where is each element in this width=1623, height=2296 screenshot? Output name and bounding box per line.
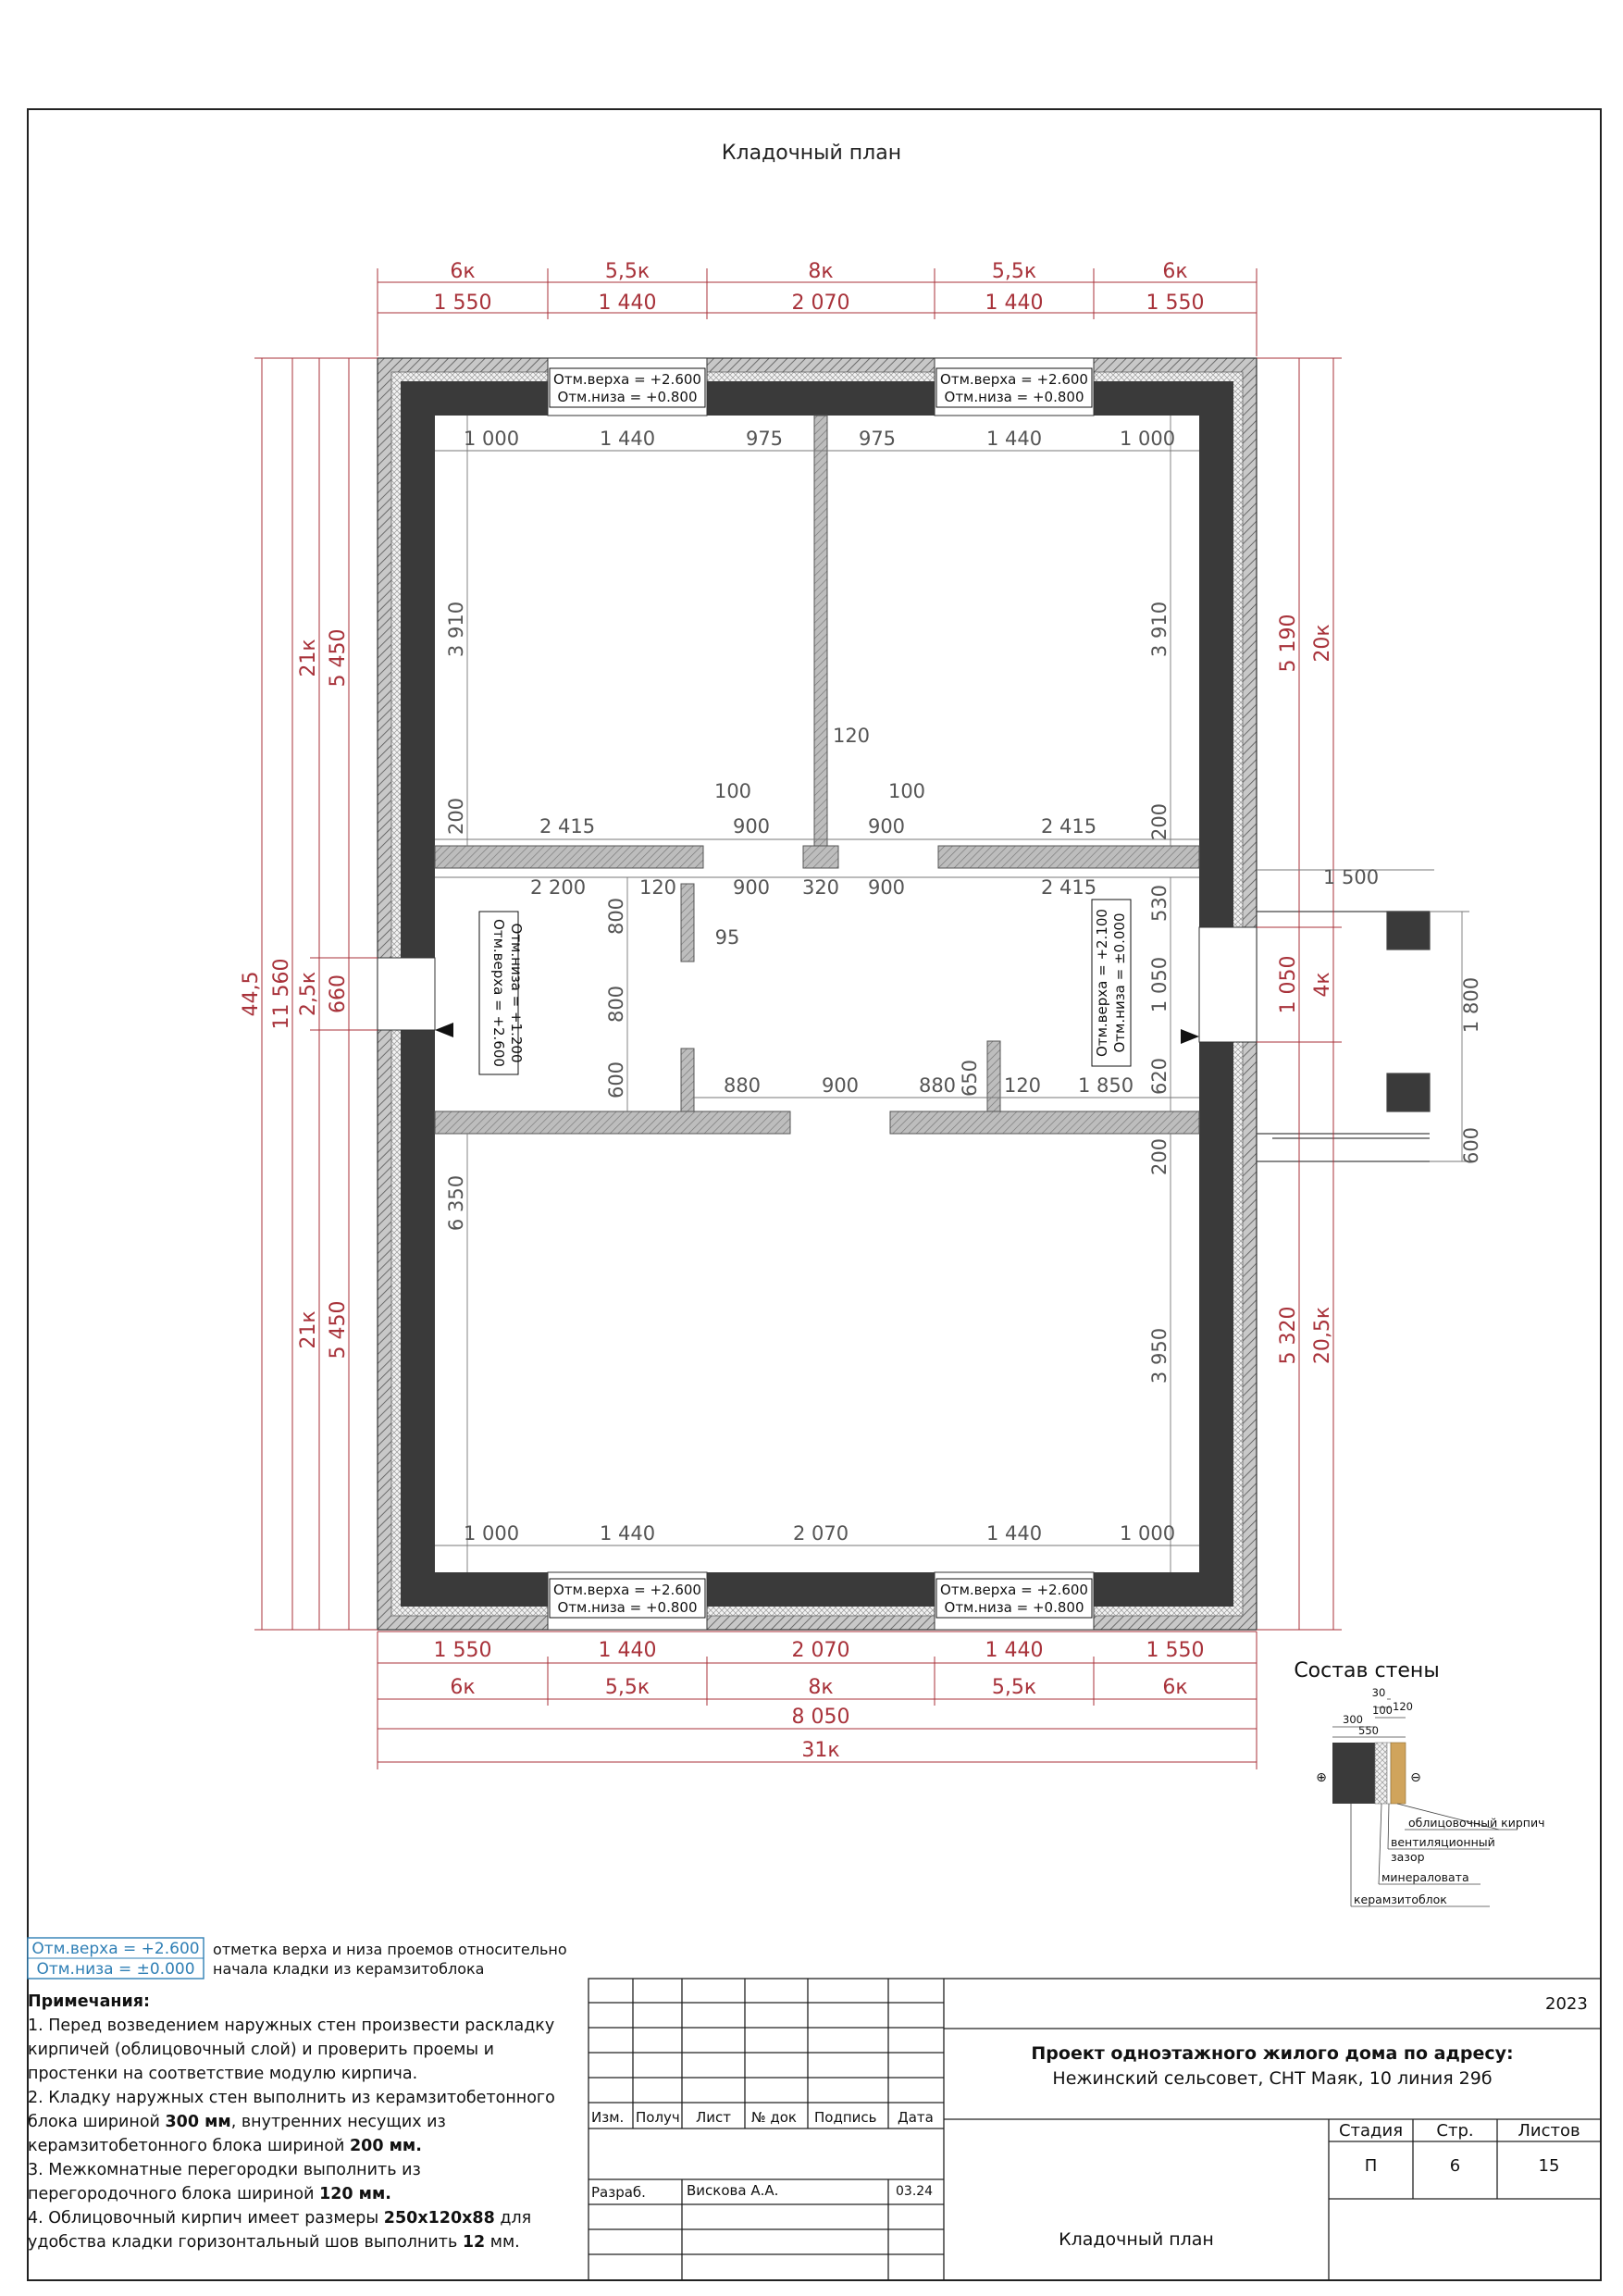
dim-top-mm: 1 550 [433, 292, 492, 315]
note-4-text-3: мм. [485, 2233, 520, 2252]
note-2-bold-1: 300 мм [165, 2113, 231, 2131]
dim-nib-95: 95 [714, 926, 740, 949]
dim-bottom-brick: 6к [1162, 1676, 1188, 1699]
dim-corridor-row2: 900 [732, 876, 771, 899]
dim-inner-bottom: 1 440 [599, 1522, 656, 1545]
dim-corridor-left-v: 800 [605, 897, 627, 936]
wall-section-dim: 550 [1358, 1724, 1379, 1737]
legend-description-1: отметка верха и низа проемов относительно [213, 1941, 567, 1958]
tb-col-izm: Изм. [591, 2109, 625, 2126]
tb-project-line1: Проект одноэтажного жилого дома по адресу: [1031, 2043, 1514, 2064]
porch [1257, 912, 1430, 1161]
tb-stage: П [1364, 2156, 1378, 2176]
dim-bottom-brick: 6к [450, 1676, 476, 1699]
tb-sheet-name: Кладочный план [1059, 2229, 1214, 2250]
win-top-left-top: Отм.верха = +2.600 [553, 371, 701, 388]
entrance-door [1199, 927, 1257, 1042]
dim-top-brick: 6к [450, 260, 476, 283]
dim-right-mid-mm: 1 050 [1277, 955, 1300, 1014]
note-4 [28, 2206, 574, 2254]
dim-inner-top: 975 [745, 428, 784, 450]
dim-corridor-left-v: 600 [605, 1061, 627, 1099]
dim-bottom-mm: 1 440 [598, 1639, 657, 1662]
partition-top [814, 416, 827, 846]
wall-section-title: Состав стены [1294, 1659, 1440, 1682]
dim-left-mid-mm: 660 [327, 974, 350, 1013]
window-left [378, 958, 435, 1030]
dim-corridor-row1: 900 [732, 815, 771, 838]
tb-author: Вискова А.А. [687, 2182, 779, 2199]
note-4-bold: 250x120x88 [383, 2209, 495, 2228]
dim-top-mm: 1 550 [1146, 292, 1205, 315]
dim-corridor-row2: 900 [867, 876, 906, 899]
dim-right-mid-bricks: 4к [1311, 972, 1334, 998]
wall-section-detail [1294, 1659, 1544, 1906]
dim-bottom-mm: 2 070 [791, 1639, 850, 1662]
wall-section-label: керамзитоблок [1354, 1893, 1447, 1906]
win-bottom-right-bottom: Отм.низа = +0.800 [944, 1599, 1084, 1616]
dim-corridor-bottom: 880 [723, 1074, 762, 1097]
dim-inner-bottom: 1 000 [1119, 1522, 1176, 1545]
dim-left-total-bricks: 44,5 [240, 971, 263, 1017]
dim-top-mm: 1 440 [985, 292, 1044, 315]
dim-left-upper-bricks: 21к [297, 639, 320, 677]
dim-top-mm: 2 070 [791, 292, 850, 315]
dim-inner-bottom: 1 440 [985, 1522, 1043, 1545]
tb-col-data: Дата [898, 2109, 934, 2126]
dim-left-upper-mm: 5 450 [327, 628, 350, 688]
dim-corridor-row2: 120 [638, 876, 677, 899]
note-4-text: 4. Облицовочный кирпич имеет размеры [28, 2209, 384, 2228]
win-top-left-bottom: Отм.низа = +0.800 [557, 389, 698, 405]
dim-wall-200-right-lower: 200 [1148, 1137, 1171, 1176]
dim-corridor-bottom: 900 [821, 1074, 860, 1097]
dim-left-total-mm: 11 560 [270, 958, 293, 1030]
dim-bottom-brick: 5,5к [604, 1676, 650, 1699]
tb-page: 6 [1449, 2156, 1461, 2176]
tb-page-label: Стр. [1436, 2121, 1474, 2141]
tb-stage-label: Стадия [1338, 2121, 1404, 2141]
dim-door-100-right: 100 [887, 780, 926, 802]
dim-inner-left-upper: 3 910 [445, 601, 467, 658]
note-4-bold-2: 12 [462, 2233, 486, 2252]
note-2-bold-2: 200 мм. [349, 2137, 422, 2155]
dim-inner-top: 1 440 [599, 428, 656, 450]
tb-sheets-label: Листов [1518, 2121, 1580, 2141]
dim-right-lower-bricks: 20,5к [1311, 1306, 1334, 1365]
note-3-text: 3. Межкомнатные перегородки выполнить из перегородочного блока шириной [28, 2161, 421, 2203]
legend-top-text: Отм.верха = +2.600 [31, 1940, 200, 1958]
dim-bottom-mm: 1 440 [985, 1639, 1044, 1662]
dim-corridor-bottom: 650 [959, 1059, 981, 1098]
dim-left-lower-bricks: 21к [297, 1310, 320, 1349]
door-right-top: Отм.верха = +2.100 [1094, 909, 1110, 1057]
dim-porch-600: 600 [1460, 1126, 1482, 1165]
note-3 [28, 2158, 574, 2206]
dim-inner-top: 1 000 [463, 428, 520, 450]
wall-section-dim: 300 [1343, 1713, 1363, 1726]
dim-top-brick: 5,5к [991, 260, 1037, 283]
dim-top-brick: 6к [1162, 260, 1188, 283]
dim-inner-bottom: 2 070 [792, 1522, 849, 1545]
dim-wall-200-left: 200 [445, 797, 467, 836]
tb-sheets: 15 [1538, 2156, 1560, 2176]
wall-section-label: облицовочный кирпич [1408, 1816, 1545, 1830]
wall-section-inside-sign: ⊖ [1410, 1770, 1421, 1785]
dim-corridor-row2: 320 [801, 876, 840, 899]
note-2-text-2: , внутренних несущих из керамзитобетонного блока шириной [28, 2113, 446, 2155]
dim-inner-top: 1 000 [1119, 428, 1176, 450]
dim-corridor-row1: 2 415 [1040, 815, 1097, 838]
tb-col-poluch: Получ [636, 2109, 680, 2126]
wall-section-outside-sign: ⊕ [1316, 1770, 1327, 1785]
legend-bottom-text: Отм.низа = ±0.000 [36, 1960, 195, 1979]
win-bottom-right-top: Отм.верха = +2.600 [940, 1582, 1088, 1598]
dim-inner-top: 1 440 [985, 428, 1043, 450]
tb-date: 03.24 [896, 2184, 934, 2199]
tb-role: Разраб. [591, 2184, 646, 2201]
tb-year: 2023 [1545, 1994, 1588, 2014]
dim-corridor-row2: 2 415 [1040, 876, 1097, 899]
win-bottom-left-bottom: Отм.низа = +0.800 [557, 1599, 698, 1616]
dim-corridor-right-v: 530 [1148, 884, 1171, 923]
dim-corridor-bottom: 120 [1003, 1074, 1042, 1097]
dim-wall-200-right: 200 [1148, 802, 1171, 841]
dim-corridor-row1: 900 [867, 815, 906, 838]
win-left-bottom: Отм.низа = +1.200 [508, 923, 525, 1063]
sheet-title: Кладочный план [721, 142, 902, 165]
win-bottom-left-top: Отм.верха = +2.600 [553, 1582, 701, 1598]
dim-corridor-bottom: 880 [918, 1074, 957, 1097]
dim-partition-120: 120 [832, 725, 871, 747]
dim-corridor-left-v: 800 [605, 985, 627, 1024]
dim-corridor-row1: 2 415 [539, 815, 596, 838]
dim-right-upper-mm: 5 190 [1277, 614, 1300, 673]
dim-porch-1500: 1 500 [1322, 866, 1380, 888]
dim-left-lower-mm: 5 450 [327, 1300, 350, 1359]
wall-section-dim: 120 [1393, 1700, 1413, 1713]
note-4-text-2: для удобства кладки горизонтальный шов выполнить [28, 2209, 532, 2252]
wall-section-dim: 30 [1371, 1686, 1386, 1699]
notes [28, 1990, 574, 2254]
dim-top-brick: 5,5к [604, 260, 650, 283]
dim-inner-right-upper: 3 910 [1148, 601, 1171, 658]
dim-inner-bottom: 1 000 [463, 1522, 520, 1545]
note-3-bold: 120 мм. [319, 2185, 391, 2203]
win-top-right-bottom: Отм.низа = +0.800 [944, 389, 1084, 405]
dim-left-mid-bricks: 2,5к [297, 971, 320, 1017]
dim-bottom-mm: 1 550 [1146, 1639, 1205, 1662]
dim-bottom-brick: 5,5к [991, 1676, 1037, 1699]
door-right-bottom: Отм.низа = ±0.000 [1111, 912, 1128, 1053]
tb-project-line2: Нежинский сельсовет, СНТ Маяк, 10 линия 29б [1052, 2068, 1493, 2089]
dim-right-upper-bricks: 20к [1311, 624, 1334, 663]
dim-inner-top: 975 [858, 428, 897, 450]
dim-porch-1800: 1 800 [1460, 976, 1482, 1034]
dim-top-brick: 8к [808, 260, 834, 283]
note-2-text: 2. Кладку наружных стен выполнить из керамзитобетонного блока шириной [28, 2089, 555, 2131]
dim-door-100-left: 100 [713, 780, 752, 802]
dim-corridor-bottom: 1 850 [1077, 1074, 1134, 1097]
dim-corridor-right-v: 1 050 [1148, 956, 1171, 1013]
dim-total-bricks: 31к [801, 1739, 840, 1762]
dim-bottom-brick: 8к [808, 1676, 834, 1699]
notes-heading: Примечания: [28, 1992, 151, 2011]
note-1: 1. Перед возведением наружных стен произвести раскладку кирпичей (облицовочный слой) и проверить проемы и простенки на соответствие модулю кирпича. [28, 2017, 555, 2083]
tb-col-list: Лист [696, 2109, 732, 2126]
note-2 [28, 2086, 574, 2158]
legend [28, 1938, 567, 1979]
dim-top-mm: 1 440 [598, 292, 657, 315]
win-top-right-top: Отм.верха = +2.600 [940, 371, 1088, 388]
win-left-top: Отм.верха = +2.600 [490, 919, 507, 1067]
tb-col-podpis: Подпись [814, 2109, 877, 2126]
dim-total-mm: 8 050 [791, 1706, 850, 1729]
wall-section-label: минераловата [1381, 1870, 1469, 1884]
dim-inner-right-lower: 3 950 [1148, 1327, 1171, 1384]
wall-section-label: вентиляционный [1391, 1835, 1495, 1849]
dim-bottom-mm: 1 550 [433, 1639, 492, 1662]
legend-description-2: начала кладки из керамзитоблока [213, 1960, 485, 1978]
wall-section-label: зазор [1391, 1850, 1425, 1864]
dim-corridor-right-v: 620 [1148, 1057, 1171, 1096]
wall-section-dim: 100 [1372, 1704, 1393, 1717]
tb-col-ndok: № док [751, 2109, 797, 2126]
dim-right-lower-mm: 5 320 [1277, 1306, 1300, 1365]
dim-inner-left-lower: 6 350 [445, 1174, 467, 1232]
dim-corridor-row2: 2 200 [529, 876, 587, 899]
